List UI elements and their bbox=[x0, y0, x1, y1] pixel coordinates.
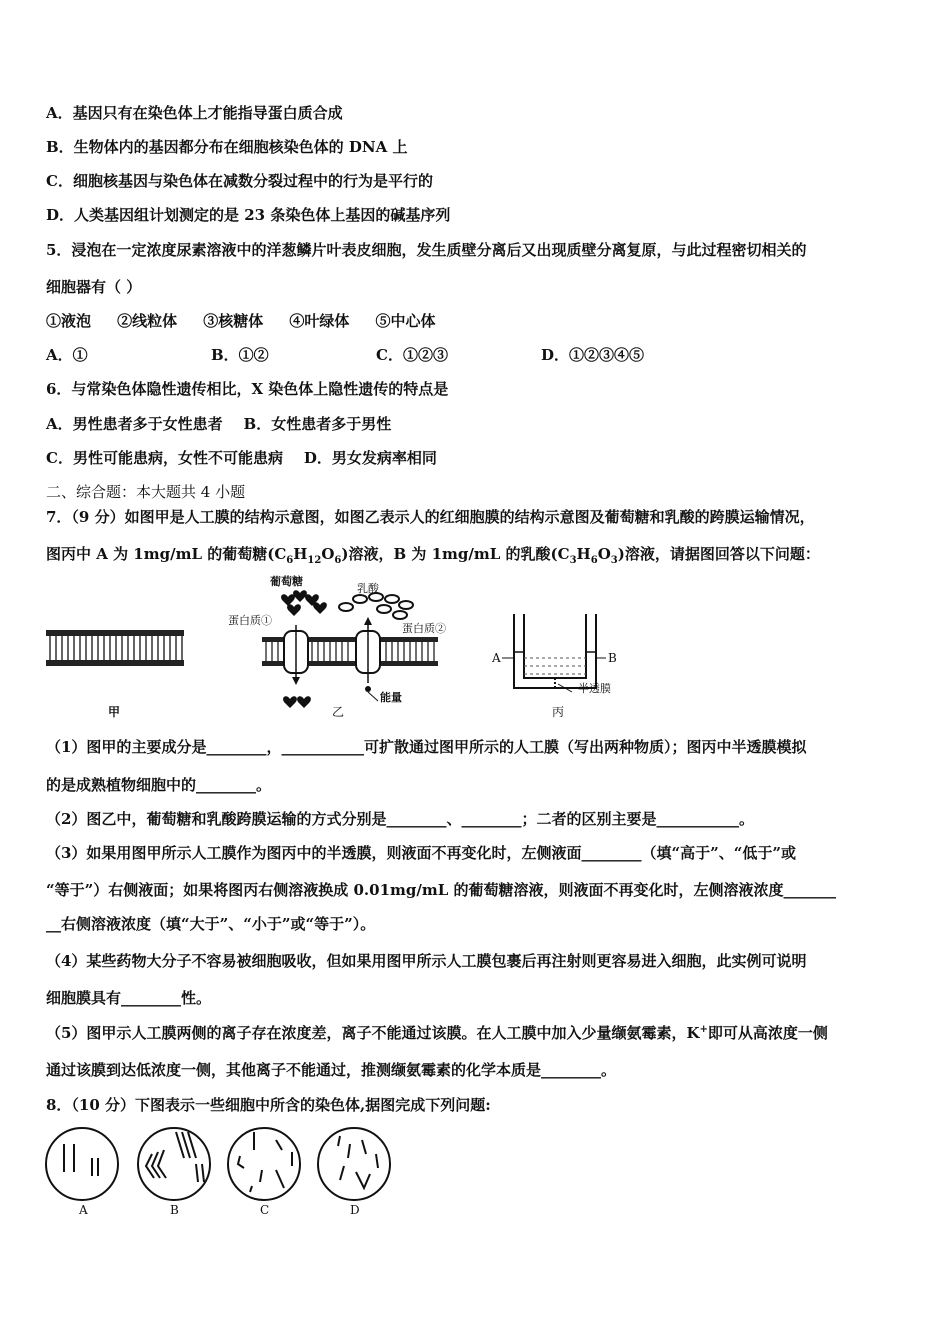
q7-part3-line1: （3）如果用图甲所示人工膜作为图丙中的半透膜，则液面不再变化时，左侧液面________（填“高于”、“低于”或 bbox=[46, 844, 796, 862]
q6-stem: 6．与常染色体隐性遗传相比，X 染色体上隐性遗传的特点是 bbox=[46, 380, 449, 398]
q7-part5-line1: （5）图甲示人工膜两侧的离子存在浓度差，离子不能通过该膜。在人工膜中加入少量缬氨霉素，K+即可从高浓度一侧 bbox=[46, 1024, 828, 1042]
q4-option-d: D．人类基因组计划测定的是 23 条染色体上基因的碱基序列 bbox=[46, 206, 451, 224]
figure-yi-caption: 乙 bbox=[332, 705, 345, 719]
q7-part3-line2: “等于”）右侧液面；如果将图丙右侧溶液换成 0.01mg/mL 的葡萄糖溶液，则液面不再变化时，左侧溶液浓度_______ bbox=[46, 881, 836, 899]
q7-part4-line2: 细胞膜具有________性。 bbox=[46, 989, 212, 1007]
q4-option-a: A．基因只有在染色体上才能指导蛋白质合成 bbox=[46, 104, 343, 122]
q7-part2: （2）图乙中，葡萄糖和乳酸跨膜运输的方式分别是________、________；二者的区别主要是___________。 bbox=[46, 810, 754, 828]
q7-part1-line1: （1）图甲的主要成分是________，___________可扩散通过图甲所示的人工膜（写出两种物质）；图丙中半透膜模拟 bbox=[46, 738, 807, 756]
label-glucose: 葡萄糖 bbox=[270, 575, 303, 588]
q8-label-d: D bbox=[350, 1203, 360, 1217]
q7-stem-line2: 图丙中 A 为 1mg/mL 的葡萄糖$(C_6H_{12}O_6)$溶液，B 为 1mg/mL 的乳酸$(C_3H_6O_3)$溶液，请据图回答以下问题： bbox=[46, 545, 820, 566]
figure-jia-membrane bbox=[46, 628, 186, 670]
q5-option-b: B．①② bbox=[211, 346, 269, 364]
q8-label-c: C bbox=[260, 1203, 270, 1217]
q5-option-a: A．① bbox=[46, 346, 88, 364]
label-solution-a: A bbox=[492, 651, 501, 665]
q6-options-cd: C．男性可能患病，女性不可能患病 D．男女发病率相同 bbox=[46, 449, 437, 467]
label-energy: 能量 bbox=[380, 691, 402, 704]
q7-part4-line1: （4）某些药物大分子不容易被细胞吸收，但如果用图甲所示人工膜包裹后再注射则更容易进入细胞，此实例可说明 bbox=[46, 952, 807, 970]
label-solution-b: B bbox=[608, 651, 617, 665]
label-protein-1: 蛋白质① bbox=[228, 614, 272, 627]
q8-stem: 8．（10 分）下图表示一些细胞中所含的染色体,据图完成下列问题: bbox=[46, 1096, 491, 1114]
q8-label-a: A bbox=[79, 1203, 88, 1217]
q5-stem-line2: 细胞器有（ ） bbox=[46, 278, 142, 296]
q5-items: ①液泡 ②线粒体 ③核糖体 ④叶绿体 ⑤中心体 bbox=[46, 312, 436, 330]
q7-part1-line2: 的是成熟植物细胞中的________。 bbox=[46, 776, 272, 794]
q6-options-ab: A．男性患者多于女性患者 B．女性患者多于男性 bbox=[46, 415, 392, 433]
q5-option-d: D．①②③④⑤ bbox=[541, 346, 645, 364]
q5-options bbox=[46, 345, 644, 365]
figure-jia-caption: 甲 bbox=[108, 705, 121, 719]
q4-option-b: B．生物体内的基因都分布在细胞核染色体的 DNA 上 bbox=[46, 138, 408, 156]
q7-stem-line1: 7．（9 分）如图甲是人工膜的结构示意图，如图乙表示人的红细胞膜的结构示意图及葡萄糖和乳酸的跨膜运输情况， bbox=[46, 508, 815, 526]
section-heading: 二、综合题：本大题共 4 小题 bbox=[46, 483, 246, 501]
label-protein-2: 蛋白质② bbox=[402, 622, 446, 635]
figure-yi-rbc-membrane bbox=[260, 575, 440, 710]
figure-bing-caption: 丙 bbox=[552, 705, 565, 719]
q7-part5-line2: 通过该膜到达低浓度一侧，其他离子不能通过，推测缬氨霉素的化学本质是________。 bbox=[46, 1061, 617, 1079]
q5-stem-line1: 5．浸泡在一定浓度尿素溶液中的洋葱鳞片叶表皮细胞，发生质壁分离后又出现质壁分离复原，与此过程密切相关的 bbox=[46, 241, 807, 259]
label-semipermeable-membrane: 半透膜 bbox=[578, 682, 611, 695]
q5-option-c: C．①②③ bbox=[376, 346, 448, 364]
q7-part3-line3: __右侧溶液浓度（填“大于”、“小于”或“等于”）。 bbox=[46, 915, 376, 933]
label-lactic-acid: 乳酸 bbox=[357, 582, 379, 595]
q8-label-b: B bbox=[170, 1203, 179, 1217]
q4-option-c: C．细胞核基因与染色体在减数分裂过程中的行为是平行的 bbox=[46, 172, 433, 190]
figure-q8-chromosome-cells bbox=[44, 1124, 394, 1204]
